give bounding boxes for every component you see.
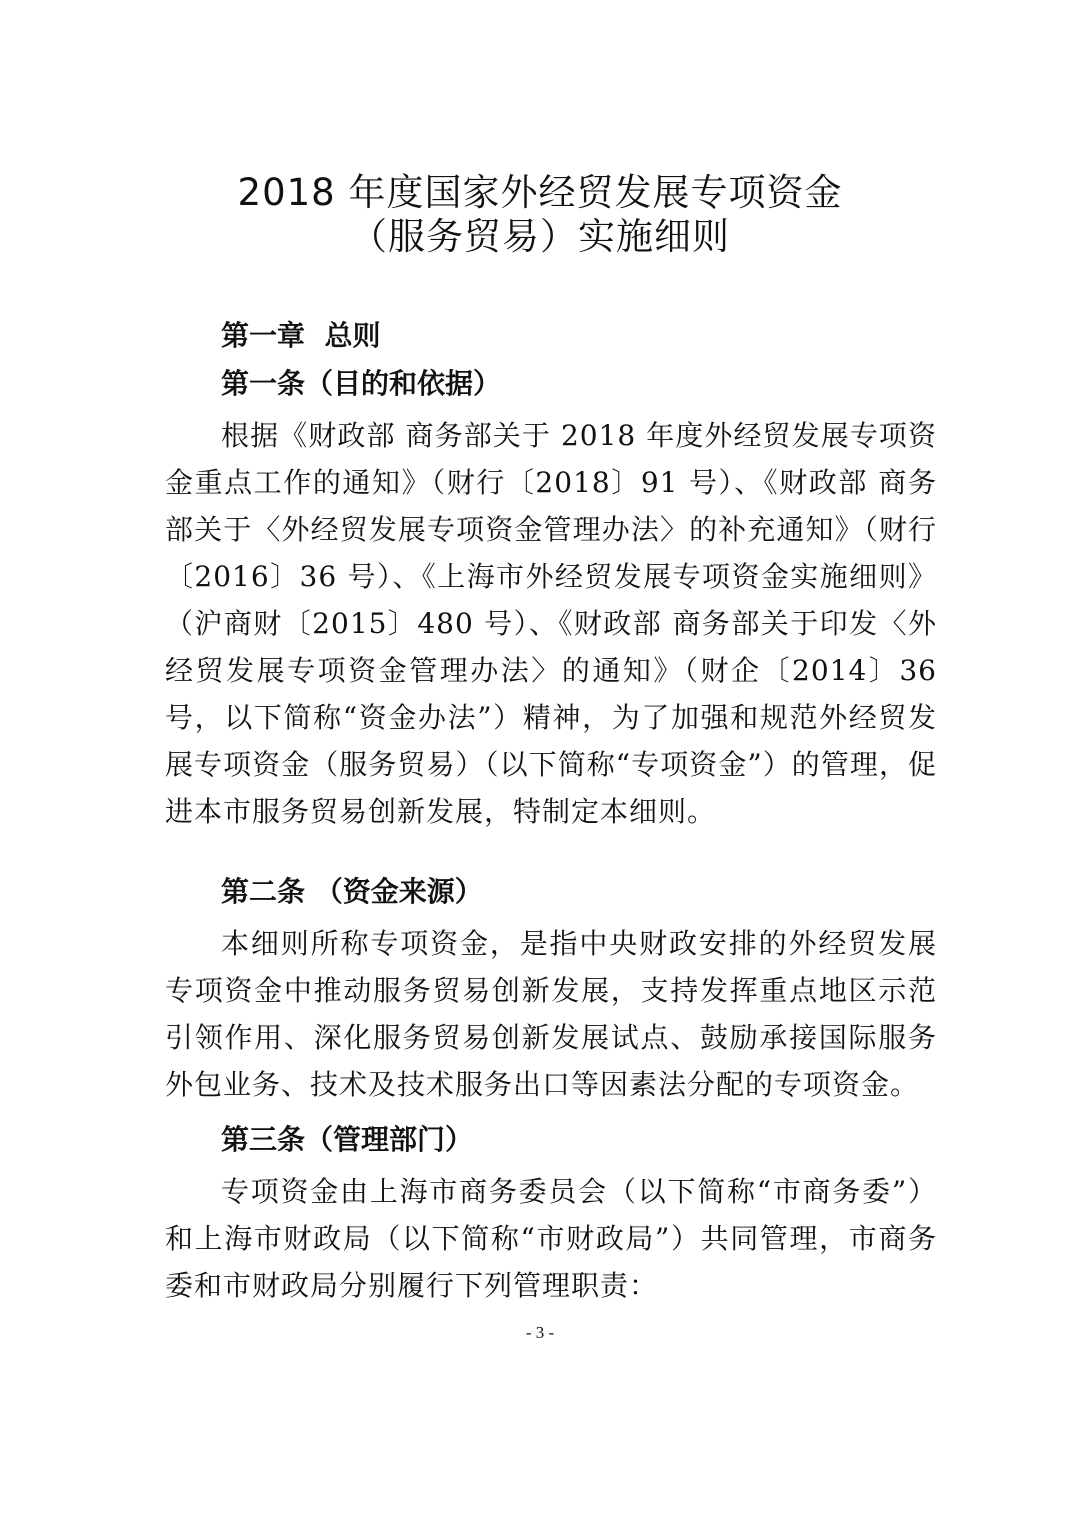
- article2-heading: 第二条 （资金来源）: [221, 875, 483, 908]
- page-number: - 3 -: [525, 1323, 555, 1342]
- article1-paragraph: 根据《财政部 商务部关于 2018 年度外经贸发展专项资金重点工作的通知》（财行〔2018〕91 号）、《财政部 商务部关于〈外经贸发展专项资金管理办法〉的补充通知》（财行〔2016〕36 号）、《上海市外经贸发展专项资金实施细则》（沪商财〔2015〕480 号）、《财政部 商务部关于印发〈外经贸发展专项资金管理办法〉的通知》（财企〔2014〕36 号，以下简称“资金办法”）精神，为了加强和规范外经贸发展专项资金（服务贸易）（以下简称“专项资金”）的管理，促进本市服务贸易创新发展，特制定本细则。: [165, 419, 937, 828]
- chapter-heading: 第一章 总则: [221, 319, 381, 352]
- article3-paragraph: 专项资金由上海市商务委员会（以下简称“市商务委”）和上海市财政局（以下简称“市财政局”）共同管理，市商务委和市财政局分别履行下列管理职责：: [165, 1175, 937, 1302]
- document-title-line2: （服务贸易）实施细则: [350, 215, 730, 258]
- document-title-line1: 2018 年度国家外经贸发展专项资金: [237, 171, 843, 214]
- article2-paragraph: 本细则所称专项资金，是指中央财政安排的外经贸发展专项资金中推动服务贸易创新发展，支持发挥重点地区示范引领作用、深化服务贸易创新发展试点、鼓励承接国际服务外包业务、技术及技术服务出口等因素法分配的专项资金。: [165, 927, 937, 1101]
- article1-heading: 第一条（目的和依据）: [221, 367, 502, 400]
- article3-heading: 第三条（管理部门）: [221, 1123, 474, 1156]
